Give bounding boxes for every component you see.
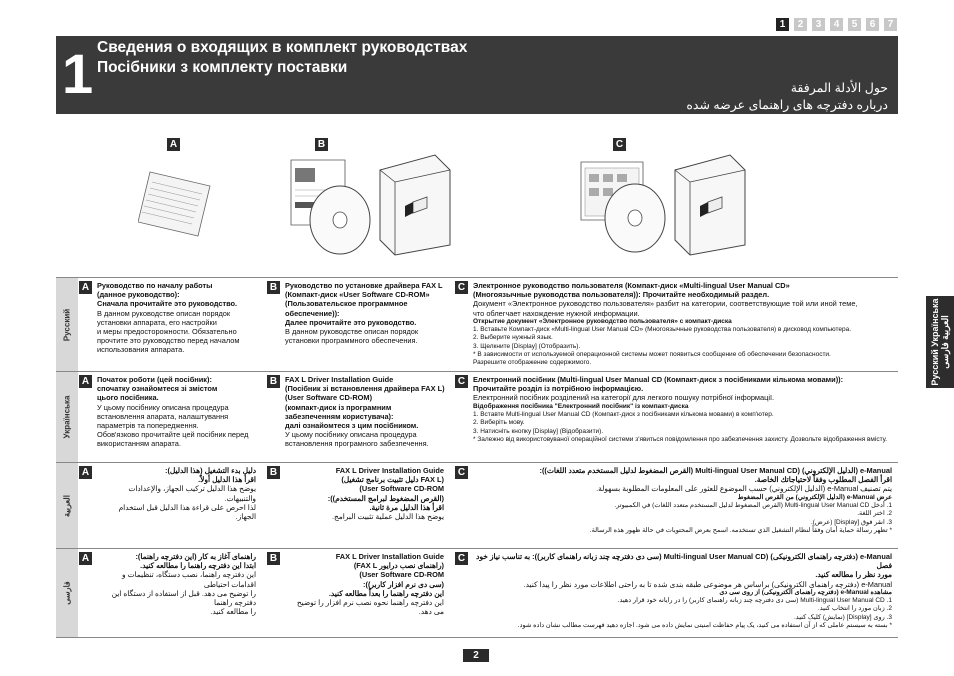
badge-c: C [455, 281, 468, 294]
cell-fa-c: C e-Manual (دفترچه راهنمای الکترونیکی) (Multi-lingual User Manual CD (سی دی دفترچه چند زبانه راهنمای کاربر)): به تناسب نیاز خود فصل مورد نظر را مطالعه کنید. e-Manual (دفترچه راهنمای الکترونیکی) براساس هر موضوعی طبقه بندی شده تا به راحتی اطلاعات مورد نظر را پیدا کنید. مشاهده e-Manual (دفترچه راهنمای الکترونیکی) از روی سی دی 1. Multi-lingual User Manual CD (سی دی دفترچه چند زبانه راهنمای کاربر) را در رایانه خود قرار دهید. 2. زبان مورد را انتخاب کنید. 3. روی [Display] (نمایش) کلیک کنید. * بسته به سیستم عاملی که از آن استفاده می کنید، یک پیام حفاظت امنیتی نمایش داده می شود. اجازه دهید فهرست مطالب نشان داده شود. [456, 552, 896, 630]
lang-label-persian: فارسی [56, 549, 78, 637]
page-link-5[interactable]: 5 [848, 18, 861, 31]
language-side-tab [926, 296, 954, 388]
row-ukrainian [56, 371, 898, 462]
e-manual-cd-illustration [575, 150, 760, 260]
page-link-2[interactable]: 2 [794, 18, 807, 31]
driver-guide-cd-illustration [285, 150, 460, 260]
cell-ar-b: B FAX L Driver Installation Guide (FAX L دليل تثبيت برنامج تشغيل) User Software CD-ROM) (القرص المضغوط لبرامج المستخدم)): اقرأ هذا الدليل مرة ثانية. يوضح هذا الدليل عملية تثبيت البرامج. [268, 466, 448, 521]
title-persian: درباره دفترچه های راهنمای عرضه شده [686, 98, 888, 112]
lang-label-arabic: العربية [56, 463, 78, 548]
row-persian [56, 548, 898, 638]
page-navigation [776, 18, 897, 31]
side-tab-line1: Русский Українська [930, 298, 940, 386]
badge-c: C [455, 552, 468, 565]
cell-uk-c: C Електронний посібник (Multi-lingual User Manual CD (Компакт-диск з посібниками кількома мовами)): Прочитайте розділ із потрібною інформацією. Електронний посібник розділений на категорії для легкого пошуку потрібної інформації. Відображення посібника "Електронний посібник" із компакт-диска 1. Вставте Multi-lingual User Manual CD (Компакт-диск з посібниками кількома мовами) в комп'ютер. 2. Виберіть мову. 3. Натисніть кнопку [Display] (Відобразити). * Залежно від використовуваної операційної системи з'явиться повідомлення про забезпечення захисту. Дозвольте відображення вмісту. [456, 375, 896, 444]
illustration-badge-b: B [315, 138, 328, 151]
cell-uk-b: B FAX L Driver Installation Guide (Посібник зі встановлення драйвера FAX L) (User Software CD-ROM) (компакт-диск із програмним забезпеченням користувача): далі ознайомтеся з цим посібником. У цьому посібнику описана процедура встановлення програмного забезпечення. [268, 375, 453, 449]
badge-b: B [267, 552, 280, 565]
title-arabic: حول الأدلة المرفقة [790, 81, 888, 95]
section-number: 1 [62, 42, 94, 105]
page-link-6[interactable]: 6 [866, 18, 879, 31]
badge-b: B [267, 281, 280, 294]
title-ukrainian: Посібники з комплекту поставки [97, 59, 348, 76]
row-russian [56, 277, 898, 371]
cell-ru-b: B Руководство по установке драйвера FAX L (Компакт-диск «User Software CD-ROM» (Пользовательское программное обеспечение)): Далее прочитайте это руководство. В данном руководстве описан порядок установки программного обеспечения. [268, 281, 448, 345]
page-link-7[interactable]: 7 [884, 18, 897, 31]
badge-a: A [79, 466, 92, 479]
badge-b: B [267, 375, 280, 388]
cell-fa-b: B FAX L Driver Installation Guide (راهنمای نصب درایور FAX L) User Software CD-ROM) (سی دی نرم افزار کاربر)): این دفترچه راهنما را بعداً مطالعه کنید. این دفترچه راهنما نحوه نصب نرم افزار را توضیح می دهد. [268, 552, 448, 616]
row-arabic [56, 462, 898, 548]
badge-c: C [455, 375, 468, 388]
badge-a: A [79, 552, 92, 565]
illustration-badge-a: A [167, 138, 180, 151]
cell-ar-c: C e-Manual (الدليل الإلكتروني) (Multi-lingual User Manual CD (القرص المضغوط لدليل المستخدم متعدد اللغات)): اقرأ الفصل المطلوب وفقاً لاحتياجاتك الخاصة. يتم تصنيف e-Manual (الدليل الإلكتروني) حسب الموضوع للعثور على المعلومات المطلوبة بسهولة. عرض e-Manual (الدليل الإلكتروني) من القرص المضغوط 1. أدخل Multi-lingual User Manual CD (القرص المضغوط لدليل المستخدم متعدد اللغات) في الكمبيوتر. 2. اختر اللغة. 3. انقر فوق [Display] (عرض). * تظهر رسالة حماية أمان وفقاً لنظام التشغيل الذي تستخدمه. اسمح بعرض المحتويات في حالة ظهور هذه الرسالة. [456, 466, 896, 535]
cell-ar-a: A دليل بدء التشغيل (هذا الدليل): اقرأ هذا الدليل أولاً. يوضح هذا الدليل تركيب الجهاز، والإعدادات والتنبيهات. لذا احرص على قراءة هذا الدليل قبل استخدام الجهاز. [80, 466, 260, 521]
printed-guide-illustration [138, 170, 218, 240]
page-link-4[interactable]: 4 [830, 18, 843, 31]
lang-label-russian: Русский [56, 278, 78, 371]
title-russian: Сведения о входящих в комплект руководствах [97, 39, 468, 56]
badge-a: A [79, 375, 92, 388]
cell-fa-a: A راهنمای آغاز به کار (این دفترچه راهنما): ابتدا این دفترچه راهنما را مطالعه کنید. این دفترچه راهنما، نصب دستگاه، تنظیمات و اقدامات احتیاطی را توضیح می دهد. قبل از استفاده از دستگاه این دفترچه راهنما را مطالعه کنید. [80, 552, 260, 616]
badge-c: C [455, 466, 468, 479]
badge-b: B [267, 466, 280, 479]
section-banner [56, 36, 898, 114]
badge-a: A [79, 281, 92, 294]
cell-ru-c: C Электронное руководство пользователя (Компакт-диск «Multi-lingual User Manual CD» (Многоязычные руководства пользователя)): Прочитайте необходимый раздел. Документ «Электронное руководство пользователя» разбит на категории, соответствующие той или иной теме, что облегчает нахождение нужной информации. Открытие документ «Электронное руководство пользователя» с компакт-диска 1. Вставьте Компакт-диск «Multi-lingual User Manual CD» (Многоязычные руководства пользователя) в дисковод компьютера. 2. Выберите нужный язык. 3. Щелкните [Display] (Отобразить). * В зависимости от используемой операционной системы может появиться сообщение об обеспечении безопасности. Разрешите отображение содержимого. [456, 281, 896, 368]
page-link-3[interactable]: 3 [812, 18, 825, 31]
page-link-1[interactable]: 1 [776, 18, 789, 31]
side-tab-line2: العربية فارسی [940, 315, 950, 369]
lang-label-ukrainian: Українська [56, 372, 78, 462]
page-number: 2 [463, 649, 489, 662]
cell-uk-a: A Початок роботи (цей посібник): спочатку ознайомтеся зі змістом цього посібника. У цьому посібнику описана процедура встановлення апарата, налаштування параметрів та попередження. Обов'язково прочитайте цей посібник перед використанням апарата. [80, 375, 260, 449]
illustration-badge-c: C [613, 138, 626, 151]
cell-ru-a: A Руководство по началу работы (данное руководство): Сначала прочитайте это руководство. В данном руководстве описан порядок установки аппарата, его настройки и меры предосторожности. Обязательно прочтите это руководство перед началом использования аппарата. [80, 281, 260, 355]
